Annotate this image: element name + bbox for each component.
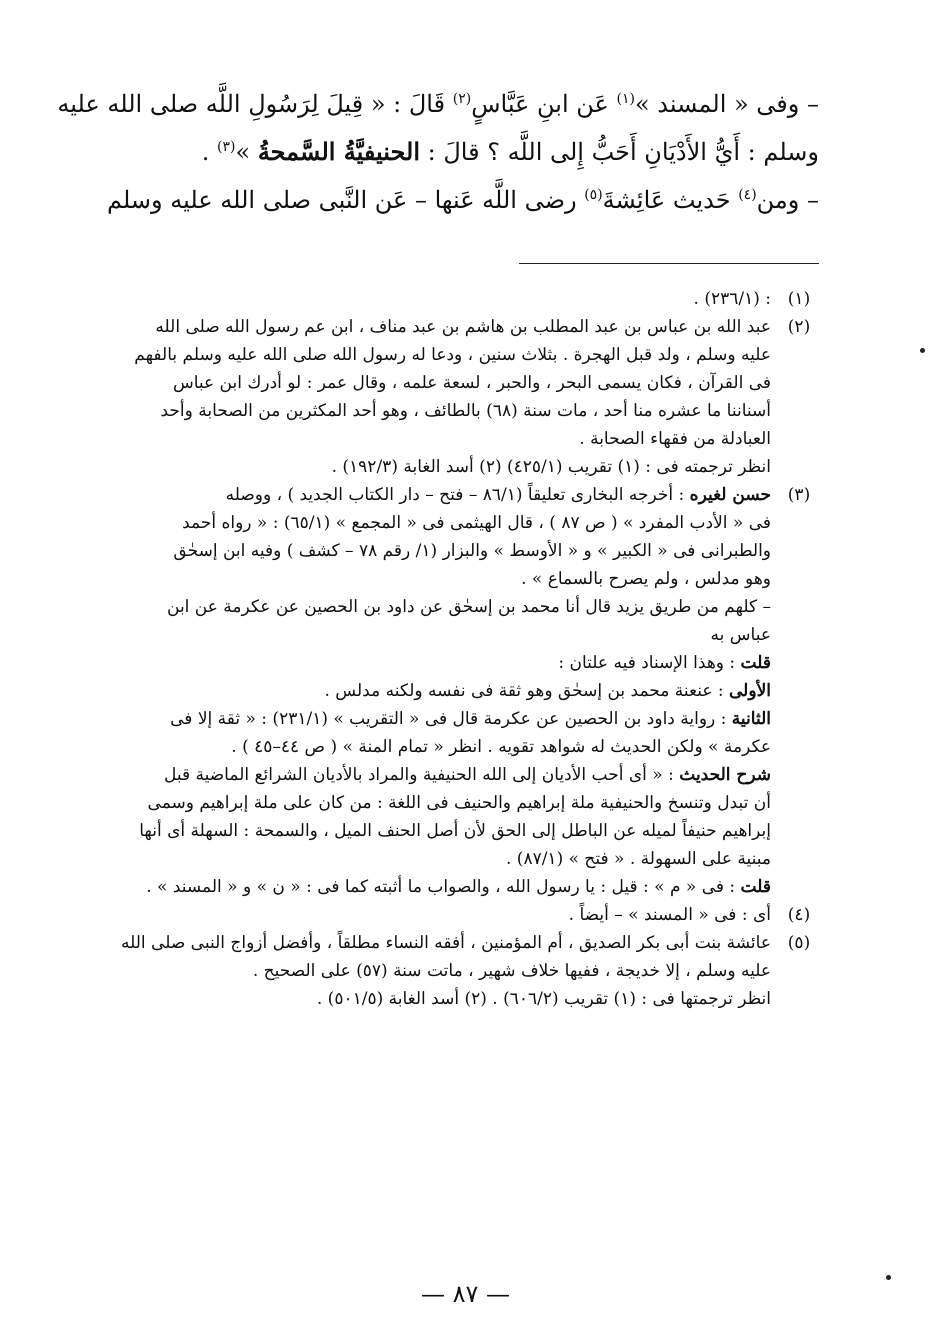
footnote-number: (٥)	[787, 933, 811, 953]
footnote-line: انظر ترجمته فى : (١) تقريب (٤٢٥/١) (٢) أسد الغابة (١٩٢/٣) .	[331, 457, 771, 477]
footnote-ref-4: (٤)	[738, 187, 757, 203]
footnote-line: – كلهم من طريق يزيد قال أنا محمد بن إسحٰق عن داود بن الحصين عن عكرمة عن ابن	[167, 597, 771, 617]
main-line-2-tail: .	[201, 138, 218, 166]
footnote-line: أن تبدل وتنسخ والحنيفية ملة إبراهيم والحنيف فى اللغة : من كان على ملة إبراهيم وسمى	[147, 793, 771, 813]
main-line-1-middle: عَن ابنِ عَبَّاسٍ	[471, 90, 617, 118]
main-line-3-middle: حَديث عَائِشةَ	[602, 186, 739, 214]
footnote-line: : (٢٣٦/١) .	[693, 289, 771, 309]
main-line-3	[109, 176, 819, 224]
footnote-line	[109, 705, 771, 733]
footnote-ref-2: (٢)	[452, 91, 472, 107]
grading-label: حسن لغيره	[689, 485, 771, 505]
footnote-line: عكرمة » ولكن الحديث له شواهد تقويه . انظر « تمام المنة » ( ص ٤٤–٤٥ ) .	[231, 737, 771, 757]
footnote-ref-3: (٣)	[217, 139, 236, 155]
footnote-line: عائشة بنت أبى بكر الصديق ، أم المؤمنين ، أفقه النساء مطلقاً ، وأفضل أزواج النبى صلى الله	[120, 933, 771, 953]
note-label: قلت	[740, 653, 771, 673]
main-line-2-prefix: وسلم : أَيُّ الأَدْيَانِ أَحَبُّ إِلى اللَّه ؟ قالَ :	[420, 138, 819, 166]
main-line-2-end: »	[235, 138, 258, 166]
footnote-text: : وهذا الإسناد فيه علتان :	[558, 653, 741, 673]
footnote-line: العبادلة من فقهاء الصحابة .	[579, 429, 771, 449]
page-number: — ٨٧ —	[420, 1280, 511, 1308]
footnote-line	[109, 761, 771, 789]
footnote-3	[109, 481, 819, 901]
main-text	[57, 80, 819, 224]
footnote-line: وهو مدلس ، ولم يصرح بالسماع » .	[521, 569, 771, 589]
footnote-2	[109, 313, 819, 481]
footnote-line: عباس به	[710, 625, 771, 645]
footnote-text: : أخرجه البخارى تعليقاً (٨٦/١ – فتح – دار الكتاب الجديد ) ، ووصله	[225, 485, 690, 505]
scan-speck	[886, 1275, 891, 1280]
footnotes	[109, 285, 819, 1013]
footnote-line: عليه وسلم ، ولد قبل الهجرة . بثلاث سنين ، ودعا له رسول الله صلى الله عليه وسلم بالفهم	[134, 345, 771, 365]
hadith-quote: الحنيفيَّةُ السَّمحةُ	[257, 137, 420, 166]
footnote-4	[109, 901, 819, 929]
footnote-number: (٢)	[787, 317, 811, 337]
footnote-text: : عنعنة محمد بن إسحٰق وهو ثقة فى نفسه ولكنه مدلس .	[324, 681, 730, 701]
footnote-line: عليه وسلم ، إلا خديجة ، ففيها خلاف شهير ، ماتت سنة (٥٧) على الصحيح .	[252, 961, 771, 981]
footnote-line: أى : فى « المسند » – أيضاً .	[568, 905, 771, 925]
footnote-number: (١)	[787, 289, 811, 309]
footnote-number: (٣)	[787, 485, 811, 505]
footnote-line: فى القرآن ، فكان يسمى البحر ، والحبر ، لسعة علمه ، وقال عمر : لو أدرك ابن عباس	[172, 373, 771, 393]
footnote-line: والطبرانى فى « الكبير » و « الأوسط » والبزار (١/ رقم ٧٨ – كشف ) وفيه ابن إسحٰق	[173, 541, 771, 561]
note-label: قلت	[740, 877, 771, 897]
main-line-1-prefix: – وفى « المسند »	[634, 90, 819, 118]
footnote-line	[109, 677, 771, 705]
footnote-5	[109, 929, 819, 1013]
second-defect-label: الثانية	[731, 709, 771, 729]
main-line-2	[109, 128, 819, 176]
hadith-explanation-label: شرح الحديث	[679, 765, 771, 785]
footnote-line: فى « الأدب المفرد » ( ص ٨٧ ) ، قال الهيثمى فى « المجمع » (٦٥/١) : « رواه أحمد	[182, 513, 771, 533]
main-line-1-end: قَالَ : « قِيلَ لِرَسُولِ اللَّه صلى الله عليه	[57, 90, 453, 118]
footnote-line: إبراهيم حنيفاً لميله عن الباطل إلى الحق لأن أصل الحنف الميل ، والسمحة : السهلة أى أنها	[139, 821, 771, 841]
footnote-line: انظر ترجمتها فى : (١) تقريب (٦٠٦/٢) . (٢) أسد الغابة (٥٠١/٥) .	[316, 989, 771, 1009]
footnote-line: أسناننا ما عشره منا أحد ، مات سنة (٦٨) بالطائف ، وهو أحد المكثرين من الصحابة وأحد	[160, 401, 771, 421]
footnote-line	[109, 481, 771, 509]
footnote-line: عبد الله بن عباس بن عبد المطلب بن هاشم بن عبد مناف ، ابن عم رسول الله صلى الله	[155, 317, 771, 337]
footnote-1	[109, 285, 819, 313]
footnote-line: مبنية على السهولة . « فتح » (٨٧/١) .	[505, 849, 771, 869]
footnote-text: : رواية داود بن الحصين عن عكرمة قال فى « التقريب » (٢٣١/١) : « ثقة إلا فى	[170, 709, 732, 729]
footnote-ref-5: (٥)	[584, 187, 603, 203]
first-defect-label: الأولى	[729, 681, 771, 701]
footnote-text: : « أى أحب الأديان إلى الله الحنيفية والمراد بالأديان الشرائع الماضية قبل	[163, 765, 680, 785]
scan-speck	[920, 348, 925, 353]
footnote-line	[109, 649, 771, 677]
footnote-separator	[519, 263, 819, 264]
footnote-text: : فى « م » : قيل : يا رسول الله ، والصواب ما أثبته كما فى : « ن » و « المسند » .	[146, 877, 741, 897]
main-line-3-end: رضى اللَّه عَنها – عَن النَّبى صلى الله عليه وسلم	[107, 186, 585, 214]
footnote-ref-1: (١)	[616, 91, 635, 107]
main-line-3-prefix: – ومن	[756, 186, 819, 214]
footnote-number: (٤)	[787, 905, 811, 925]
main-line-1	[57, 80, 819, 128]
footnote-line	[109, 873, 771, 901]
